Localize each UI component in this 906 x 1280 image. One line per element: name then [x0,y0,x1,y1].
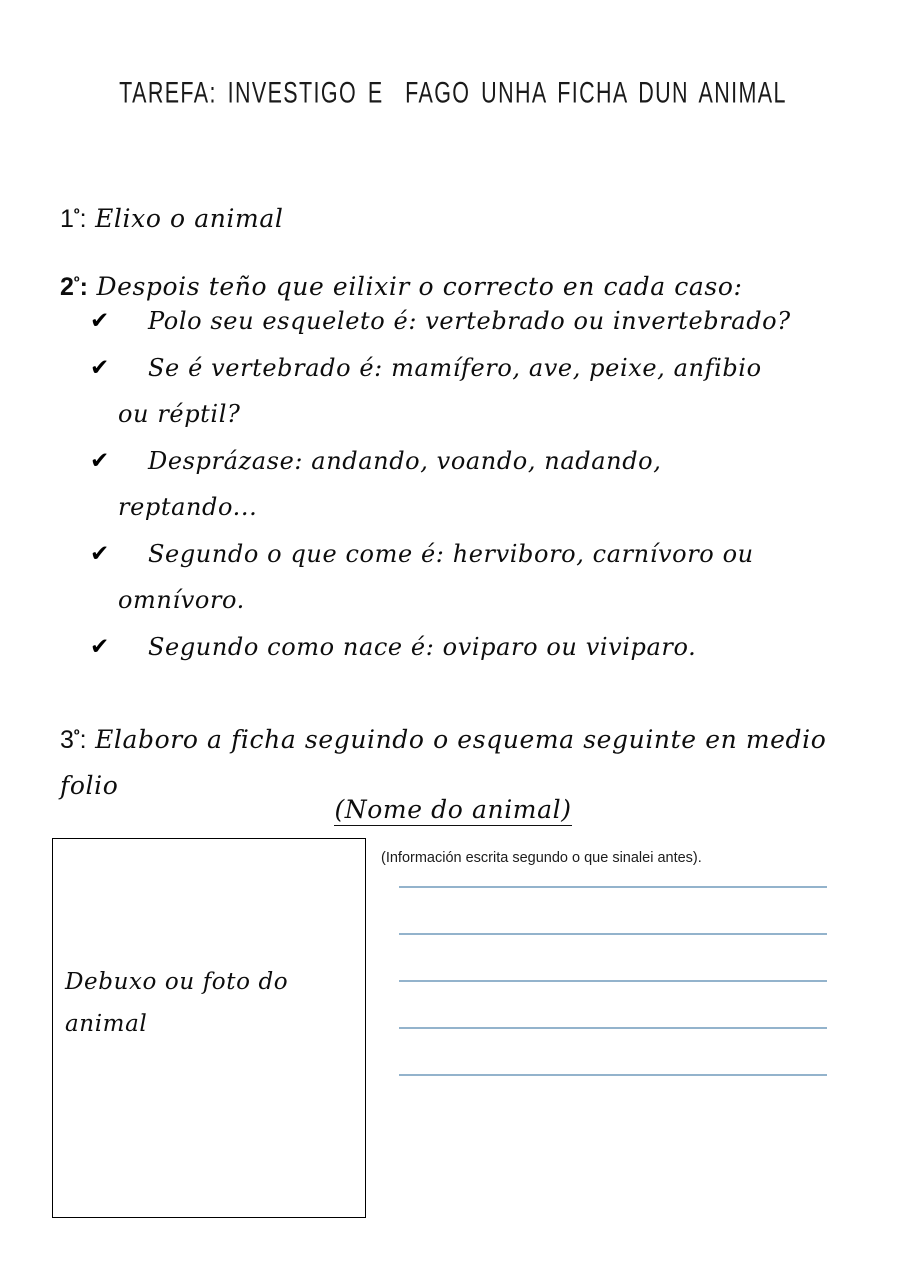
list-item-line-2: ou réptil? [118,400,241,428]
writing-line[interactable] [399,1027,827,1029]
info-note: (Información escrita segundo o que sinalei antes). [381,850,702,866]
check-icon: ✔ [90,634,110,660]
list-item-label: Segundo como nace é: oviparo ou viviparo. [148,633,697,661]
list-item [90,624,860,670]
list-item-line-2: reptando... [118,493,258,521]
list-item-label [118,438,860,530]
step-2-ordinal: º [73,274,80,291]
list-item [90,298,860,344]
writing-line[interactable] [399,980,827,982]
check-icon: ✔ [90,541,110,567]
writing-line[interactable] [399,886,827,888]
page-title: TAREFA: INVESTIGO E FAGO UNHA FICHA DUN ANIMAL [119,76,787,110]
check-icon: ✔ [90,308,110,334]
list-item-line-1: Se é vertebrado é: mamífero, ave, peixe, anfibio [148,354,762,382]
step-1-text: Elixo o animal [95,204,284,234]
list-item [90,345,860,437]
list-item [90,531,860,623]
step-3-ordinal: º [73,727,80,744]
list-item-line-1: Desprázase: andando, voando, nadando, [148,447,662,475]
writing-line[interactable] [399,933,827,935]
list-item-line-1: Segundo o que come é: herviboro, carnívoro ou [148,540,754,568]
criteria-checklist [90,298,860,670]
list-item-label [118,345,860,437]
animal-name-caption-text: (Nome do animal) [334,795,572,824]
step-1-ordinal: º [73,206,80,223]
step-2-text: Despois teño que eilixir o correcto en cada caso: [96,272,743,302]
writing-line[interactable] [399,1074,827,1076]
animal-name-caption [0,793,906,827]
step-3-text: Elaboro a ficha seguindo o esquema seguinte en medio folio [60,725,827,801]
list-item-label: Polo seu esqueleto é: vertebrado ou invertebrado? [148,307,791,335]
writing-lines [399,886,827,1076]
step-1 [60,193,860,241]
step-2-number: $2^º$: [60,273,88,302]
check-icon: ✔ [90,448,110,474]
list-item-line-2: omnívoro. [118,586,245,614]
step-3-number: $3^º$: [60,726,87,755]
list-item-label [118,531,860,623]
list-item [90,438,860,530]
drawing-box[interactable] [52,838,366,1218]
check-icon: ✔ [90,355,110,381]
drawing-box-label: Debuxo ou foto do animal [65,969,289,1037]
step-1-number: $1^º$: [60,205,87,234]
